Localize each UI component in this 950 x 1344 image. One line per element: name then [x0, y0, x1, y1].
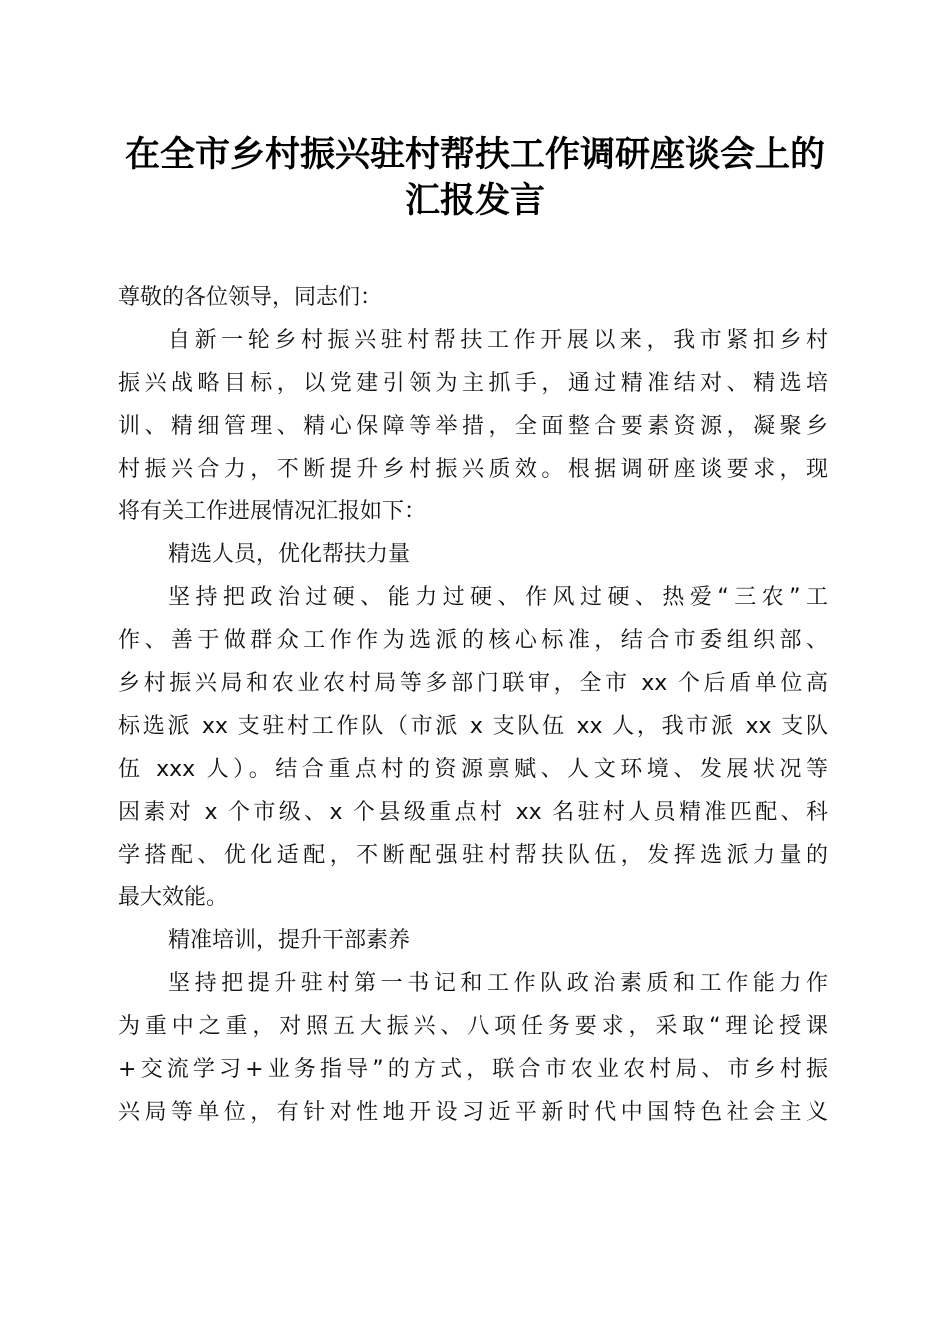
- paragraph-first-line: 坚持把政治过硬、能力过硬、作风过硬、热爱“三农”工: [168, 585, 828, 611]
- paragraph-first-line: 坚持把提升驻村第一书记和工作队政治素质和工作能力作: [168, 971, 828, 997]
- paragraph-line: 乡村振兴局和农业农村局等多部门联审，全市 xx 个后盾单位高: [118, 671, 828, 697]
- paragraph-line: 作、善于做群众工作作为选派的核心标准，结合市委组织部、: [118, 628, 828, 654]
- paragraph-line: 训、精细管理、精心保障等举措，全面整合要素资源，凝聚乡: [118, 413, 828, 439]
- paragraph-line: 将有关工作进展情况汇报如下：: [118, 499, 427, 525]
- paragraph-line: 兴局等单位，有针对性地开设习近平新时代中国特色社会主义: [118, 1099, 828, 1125]
- title-line-1: 在全市乡村振兴驻村帮扶工作调研座谈会上的: [124, 134, 825, 175]
- document-title: [100, 132, 850, 224]
- paragraph-line: 村振兴合力，不断提升乡村振兴质效。根据调研座谈要求，现: [118, 456, 828, 482]
- paragraph-line: 因素对 x 个市级、x 个县级重点村 xx 名驻村人员精准匹配、科: [118, 799, 828, 825]
- document-body: [118, 277, 828, 1135]
- paragraph-line: +交流学习+业务指导”的方式，联合市农业农村局、市乡村振: [118, 1057, 828, 1083]
- paragraph-line: 最大效能。: [118, 885, 229, 911]
- paragraph-line: 尊敬的各位领导，同志们：: [118, 285, 383, 310]
- paragraph-line: 学搭配、优化适配，不断配强驻村帮扶队伍，发挥选派力量的: [118, 842, 828, 868]
- title-line-2: 汇报发言: [404, 180, 545, 221]
- paragraph-first-line: 自新一轮乡村振兴驻村帮扶工作开展以来，我市紧扣乡村: [168, 327, 828, 353]
- paragraph-line: 伍 xxx 人）。结合重点村的资源禀赋、人文环境、发展状况等: [118, 756, 828, 782]
- paragraph-first-line: 精选人员，优化帮扶力量: [168, 542, 411, 568]
- paragraph-line: 标选派 xx 支驻村工作队（市派 x 支队伍 xx 人，我市派 xx 支队: [118, 713, 828, 739]
- paragraph-first-line: 精准培训，提升干部素养: [168, 928, 411, 954]
- paragraph-line: 振兴战略目标，以党建引领为主抓手，通过精准结对、精选培: [118, 370, 828, 396]
- paragraph-line: 为重中之重，对照五大振兴、八项任务要求，采取“理论授课: [118, 1014, 828, 1040]
